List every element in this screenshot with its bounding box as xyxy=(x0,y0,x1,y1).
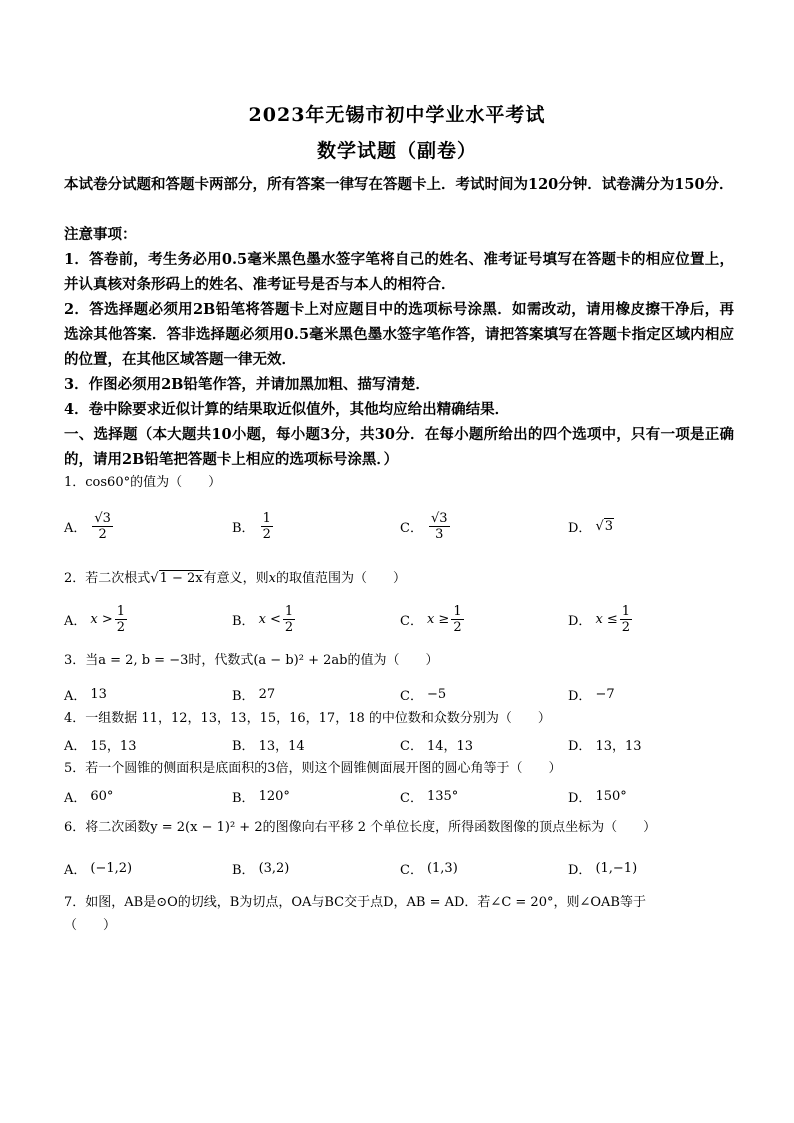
denominator: 2 xyxy=(262,526,271,542)
denominator: 3 xyxy=(435,526,444,542)
fraction xyxy=(92,511,113,542)
q4-option-d[interactable] xyxy=(568,724,642,764)
question-2-stem xyxy=(64,569,744,589)
option-value: −5 xyxy=(426,686,447,702)
question-3-stem: 3．当a = 2, b = −3时，代数式(a − b)² + 2ab的值为（ ） xyxy=(64,653,439,668)
option-label: C． xyxy=(400,688,423,704)
option-label: D． xyxy=(568,520,592,536)
option-value: (−1,2) xyxy=(90,860,133,876)
denominator: 2 xyxy=(98,526,107,542)
q3-option-a[interactable] xyxy=(64,674,107,714)
numerator: 1 xyxy=(621,603,631,619)
relation: x > xyxy=(90,611,113,627)
q6-option-d[interactable] xyxy=(568,848,637,888)
numerator: 1 xyxy=(284,603,294,619)
option-label: A． xyxy=(64,688,87,704)
fraction xyxy=(115,604,127,635)
option-value: 150° xyxy=(595,788,627,804)
denominator: 2 xyxy=(453,619,462,635)
radicand: 3 xyxy=(604,518,614,534)
option-value: 27 xyxy=(258,686,276,702)
relation: x ≤ xyxy=(595,611,618,627)
option-label: A． xyxy=(64,738,87,754)
section-heading: 一、选择题（本大题共10小题，每小题3分，共30分．在每小题所给出的四个选项中，只有一项是正确的，请用2B铅笔把答题卡上相应的选项标号涂黑．） xyxy=(64,426,734,468)
q2-option-d[interactable] xyxy=(568,599,634,639)
option-label: D． xyxy=(568,613,592,629)
option-label: A． xyxy=(64,790,87,806)
option-label: A． xyxy=(64,613,87,629)
stem-text: 有意义，则 xyxy=(203,571,269,586)
option-value: 15，13 xyxy=(90,738,137,754)
sqrt-expression: √3 xyxy=(595,518,614,534)
question-7-stem: 7．如图，AB是⊙O的切线，B为切点，OA与BC交于点D，AB = AD．若∠C = 20°，则∠OAB等于 xyxy=(64,895,646,910)
question-5-stem: 5．若一个圆锥的侧面积是底面积的3倍，则这个圆锥侧面展开图的圆心角等于（ ） xyxy=(64,761,562,776)
option-value: 13，13 xyxy=(595,738,642,754)
option-label: C． xyxy=(400,862,423,878)
option-value: 14，13 xyxy=(426,738,474,754)
q5-option-b[interactable] xyxy=(232,776,290,816)
option-label: A． xyxy=(64,520,87,536)
option-value: −7 xyxy=(595,686,615,702)
option-label: A． xyxy=(64,862,87,878)
denominator: 2 xyxy=(621,619,631,635)
question-1-stem: 1．cos60°的值为（ ） xyxy=(64,475,222,490)
q1-option-c[interactable] xyxy=(400,506,452,546)
notice-item-2: 2．答选择题必须用2B铅笔将答题卡上对应题目中的选项标号涂黑．如需改动，请用橡皮擦干净后，再选涂其他答案．答非选择题必须用0.5毫米黑色墨水签字笔作答，请把答案填写在答题卡指定区域内相应的位置，在其他区域答题一律无效． xyxy=(64,301,734,368)
option-label: C． xyxy=(400,790,423,806)
option-label: D． xyxy=(568,862,592,878)
sqrt-expression: √1 − 2x xyxy=(150,571,203,586)
option-value: (1,3) xyxy=(426,860,458,876)
option-label: B． xyxy=(232,738,255,754)
notice-item-1: 1．答卷前，考生务必用0.5毫米黑色墨水签字笔将自己的姓名、准考证号填写在答题卡的相应位置上，并认真核对条形码上的姓名、准考证号是否与本人的相符合． xyxy=(64,251,734,293)
numerator: 1 xyxy=(116,603,126,619)
question-7-answer-paren: （ ） xyxy=(64,918,117,933)
option-value: 13 xyxy=(90,686,107,702)
denominator: 2 xyxy=(284,619,294,635)
q4-option-b[interactable] xyxy=(232,724,305,764)
q3-option-d[interactable] xyxy=(568,674,615,714)
q5-option-c[interactable] xyxy=(400,776,458,816)
option-label: B． xyxy=(232,862,255,878)
q2-option-a[interactable] xyxy=(64,599,129,639)
option-label: C． xyxy=(400,520,423,536)
relation: x < xyxy=(258,611,281,627)
question-4-options xyxy=(64,724,744,764)
question-2-options xyxy=(64,599,744,639)
exam-title: 2023年无锡市初中学业水平考试 xyxy=(248,104,546,126)
fraction xyxy=(429,511,450,542)
fraction xyxy=(451,604,463,635)
option-value: 60° xyxy=(90,788,114,804)
denominator: 2 xyxy=(116,619,126,635)
numerator: √3 xyxy=(94,510,111,526)
notice-item-3: 3．作图必须用2B铅笔作答，并请加黑加粗、描写清楚． xyxy=(64,376,430,393)
q6-option-c[interactable] xyxy=(400,848,458,888)
variable: x xyxy=(268,571,276,586)
question-5-options xyxy=(64,776,744,816)
option-value: (1,−1) xyxy=(595,860,638,876)
option-label: D． xyxy=(568,790,592,806)
option-value: (3,2) xyxy=(258,860,290,876)
q5-option-d[interactable] xyxy=(568,776,627,816)
notice-item-4: 4．卷中除要求近似计算的结果取近似值外，其他均应给出精确结果． xyxy=(64,401,510,418)
stem-text: 的取值范围为（ ） xyxy=(275,571,406,586)
option-label: B． xyxy=(232,688,255,704)
exam-subtitle: 数学试题（副卷） xyxy=(316,140,477,162)
option-label: B． xyxy=(232,520,255,536)
question-4-stem: 4．一组数据 11，12，13，13，15，16，17，18 的中位数和众数分别为（ ） xyxy=(64,711,551,726)
option-label: C． xyxy=(400,613,423,629)
intro-paragraph: 本试卷分试题和答题卡两部分，所有答案一律写在答题卡上．考试时间为120分钟．试卷满分为150分． xyxy=(64,176,734,193)
q5-option-a[interactable] xyxy=(64,776,113,816)
question-6-options xyxy=(64,848,744,888)
q3-option-c[interactable] xyxy=(400,674,446,714)
fraction xyxy=(620,604,632,635)
q6-option-b[interactable] xyxy=(232,848,289,888)
q1-option-d[interactable] xyxy=(568,506,614,546)
relation: x ≥ xyxy=(426,611,450,627)
question-1-options xyxy=(64,506,744,546)
notice-title: 注意事项： xyxy=(64,226,137,243)
q4-option-a[interactable] xyxy=(64,724,136,764)
fraction xyxy=(261,511,273,542)
radicand: 1 − 2x xyxy=(159,571,203,586)
option-label: D． xyxy=(568,688,592,704)
q2-option-b[interactable] xyxy=(232,599,297,639)
q4-option-c[interactable] xyxy=(400,724,473,764)
q1-option-a[interactable] xyxy=(64,506,115,546)
q3-option-b[interactable] xyxy=(232,674,275,714)
question-3-options xyxy=(64,674,744,714)
option-label: D． xyxy=(568,738,592,754)
q2-option-c[interactable] xyxy=(400,599,466,639)
option-label: B． xyxy=(232,790,255,806)
option-value: 135° xyxy=(426,788,459,804)
option-value: 13，14 xyxy=(258,738,305,754)
numerator: 1 xyxy=(262,510,271,526)
q1-option-b[interactable] xyxy=(232,506,275,546)
numerator: 1 xyxy=(453,603,462,619)
option-label: C． xyxy=(400,738,423,754)
fraction xyxy=(283,604,295,635)
option-value: 120° xyxy=(258,788,290,804)
numerator: √3 xyxy=(430,510,448,526)
option-label: B． xyxy=(232,613,255,629)
question-6-stem: 6．将二次函数y = 2(x − 1)² + 2的图像向右平移 2 个单位长度，所得函数图像的顶点坐标为（ ） xyxy=(64,820,657,835)
q6-option-a[interactable] xyxy=(64,848,132,888)
stem-text: 2．若二次根式 xyxy=(64,571,151,586)
